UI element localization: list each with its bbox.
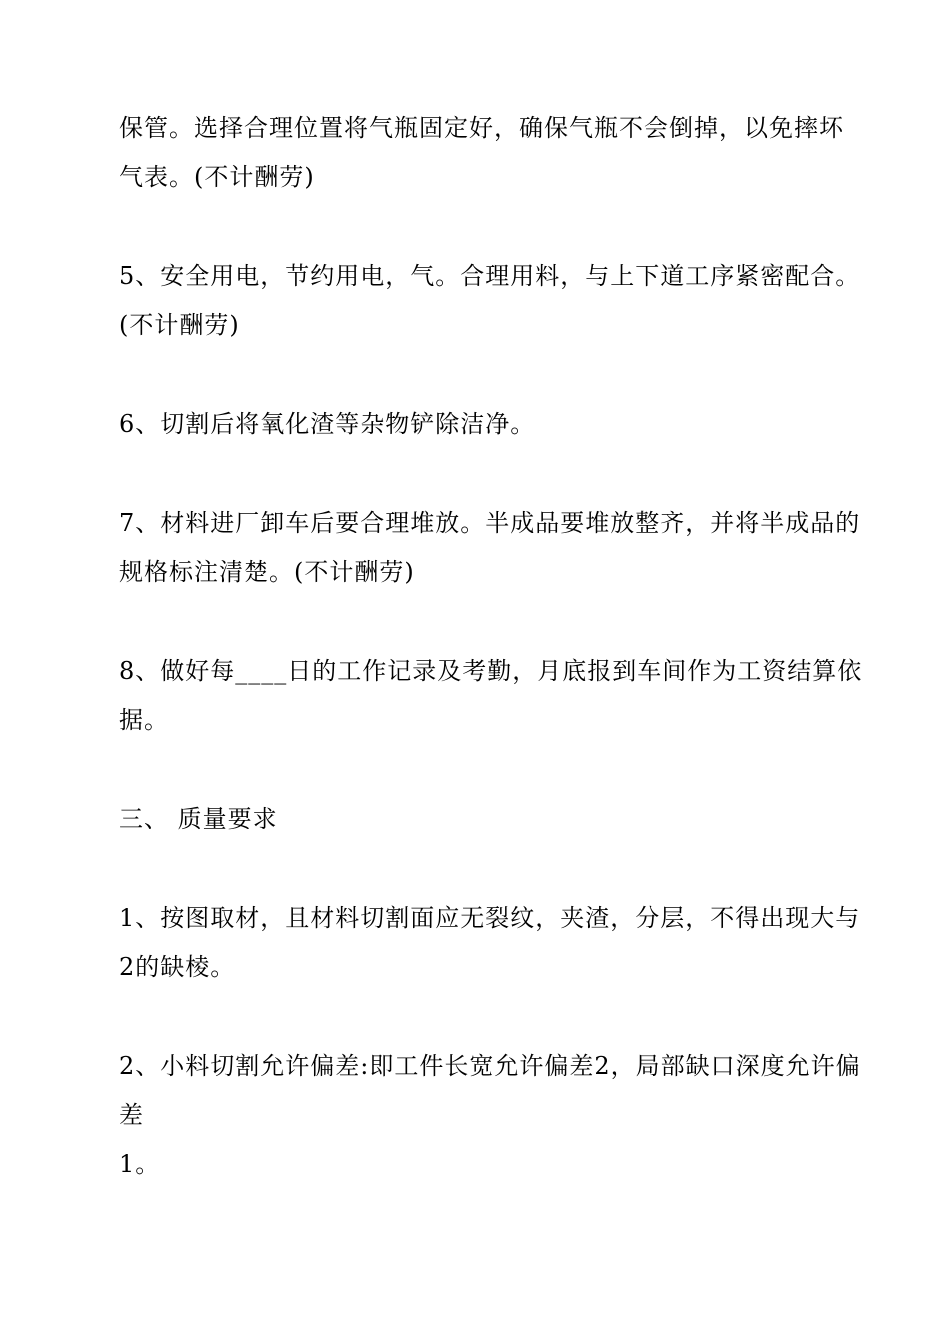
- text-line-9: 据。: [119, 706, 169, 734]
- text-line-14: 差: [119, 1101, 144, 1129]
- text-line-11: 1、按图取材，且材料切割面应无裂纹，夹渣，分层，不得出现大与: [119, 904, 861, 932]
- section-heading: 三、 质量要求: [119, 805, 278, 833]
- text-line-8: 8、做好每____日的工作记录及考勤，月底报到车间作为工资结算依: [119, 657, 863, 685]
- text-line-2: 气表。(不计酬劳): [119, 163, 315, 191]
- text-line-4: (不计酬劳): [119, 311, 240, 339]
- text-line-7: 规格标注清楚。(不计酬劳): [119, 558, 415, 586]
- text-line-3: 5、安全用电，节约用电，气。合理用料，与上下道工序紧密配合。: [119, 262, 861, 290]
- text-line-12: 2的缺棱。: [119, 953, 236, 981]
- text-line-13: 2、小料切割允许偏差:即工件长宽允许偏差2，局部缺口深度允许偏: [119, 1052, 861, 1080]
- text-line-6: 7、材料进厂卸车后要合理堆放。半成品要堆放整齐，并将半成品的: [119, 509, 861, 537]
- text-line-5: 6、切割后将氧化渣等杂物铲除洁净。: [119, 410, 536, 438]
- text-line-1: 保管。选择合理位置将气瓶固定好，确保气瓶不会倒掉，以免摔坏: [119, 114, 844, 142]
- text-line-15: 1。: [119, 1150, 161, 1178]
